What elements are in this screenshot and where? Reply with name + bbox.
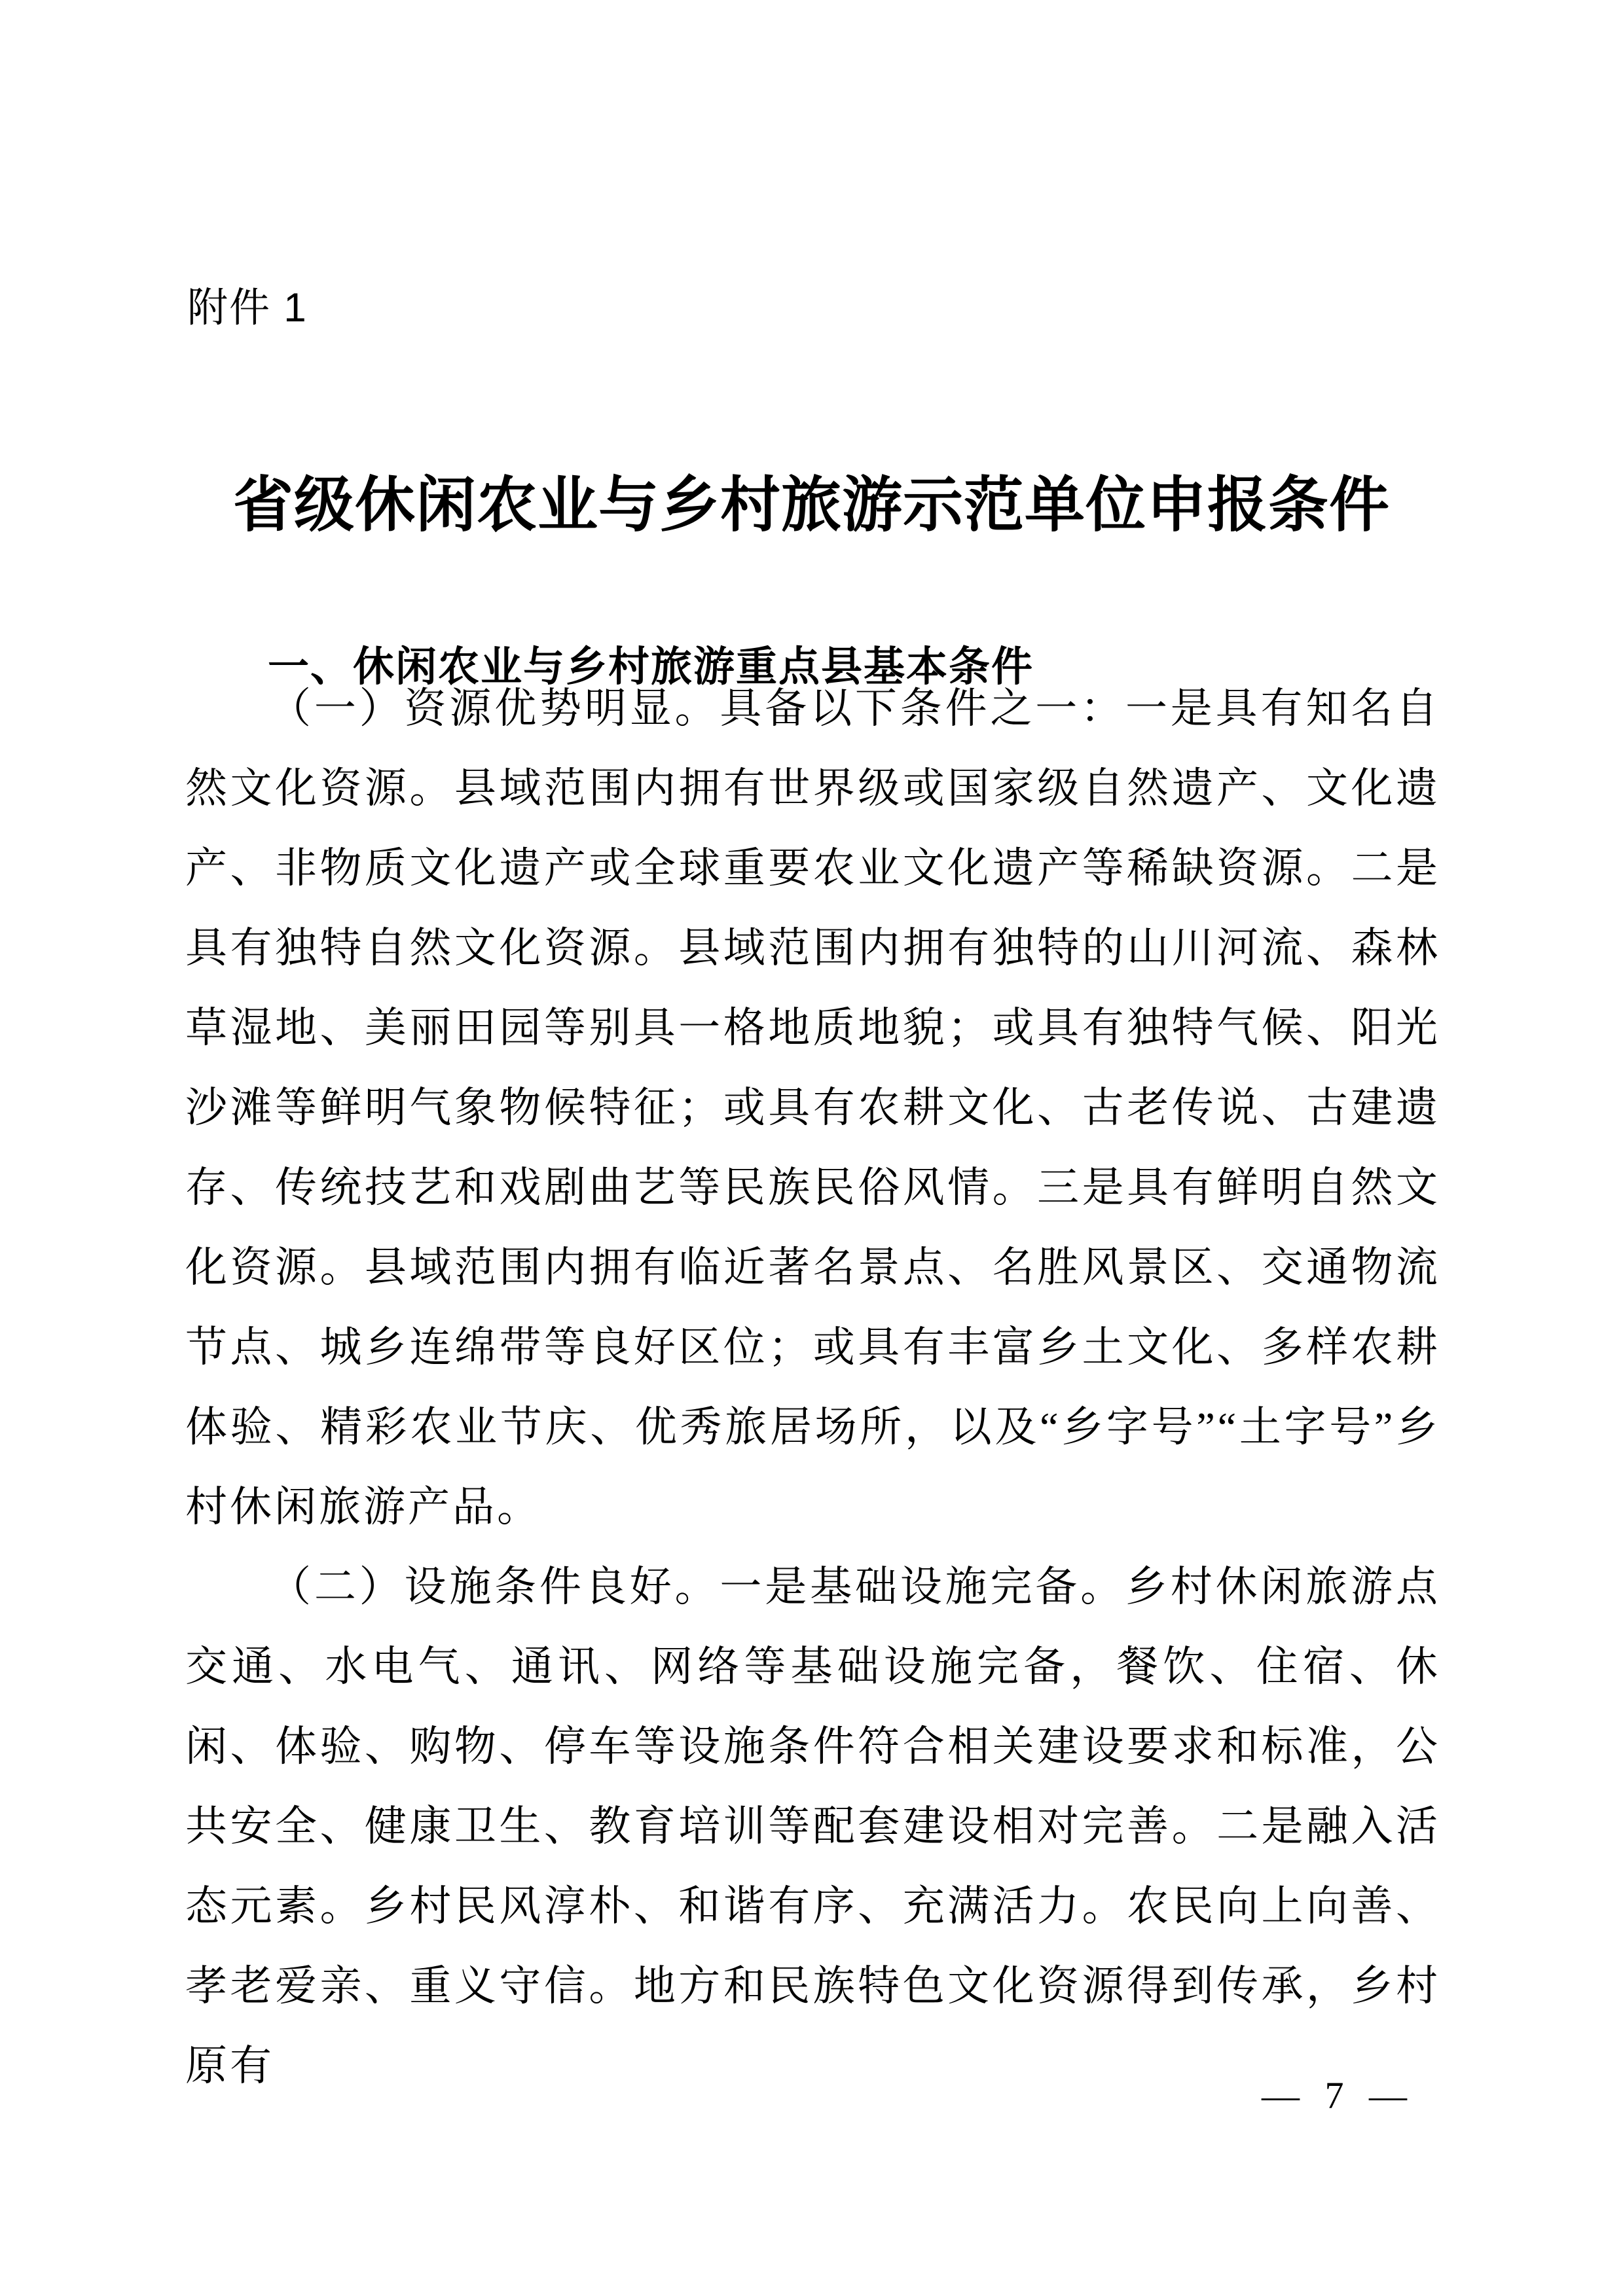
body-paragraph-2: （二）设施条件良好。一是基础设施完备。乡村休闲旅游点交通、水电气、通讯、网络等基础设施完备，餐饮、住宿、休闲、体验、购物、停车等设施条件符合相关建设要求和标准，公共安全、健康卫生、教育培训等配套建设相对完善。二是融入活态元素。乡村民风淳朴、和谐有序、充满活力。农民向上向善、孝老爱亲、重义守信。地方和民族特色文化资源得到传承，乡村原有 (185, 1564, 1440, 2089)
document-title: 省级休闲农业与乡村旅游示范单位申报条件 (232, 471, 1390, 539)
document-body (185, 669, 1440, 2106)
page-number: — 7 — (1262, 2074, 1415, 2117)
section-heading: 一、休闲农业与乡村旅游重点县基本条件 (268, 644, 1034, 691)
body-paragraph-1: （一）资源优势明显。具备以下条件之一：一是具有知名自然文化资源。县域范围内拥有世界级或国家级自然遗产、文化遗产、非物质文化遗产或全球重要农业文化遗产等稀缺资源。二是具有独特自然文化资源。县域范围内拥有独特的山川河流、森林草湿地、美丽田园等别具一格地质地貌；或具有独特气候、阳光沙滩等鲜明气象物候特征；或具有农耕文化、古老传说、古建遗存、传统技艺和戏剧曲艺等民族民俗风情。三是具有鲜明自然文化资源。县域范围内拥有临近著名景点、名胜风景区、交通物流节点、城乡连绵带等良好区位；或具有丰富乡土文化、多样农耕体验、精彩农业节庆、优秀旅居场所，以及“乡字号”“土字号”乡村休闲旅游产品。 (185, 685, 1440, 1530)
attachment-label: 附件 1 (187, 285, 308, 331)
